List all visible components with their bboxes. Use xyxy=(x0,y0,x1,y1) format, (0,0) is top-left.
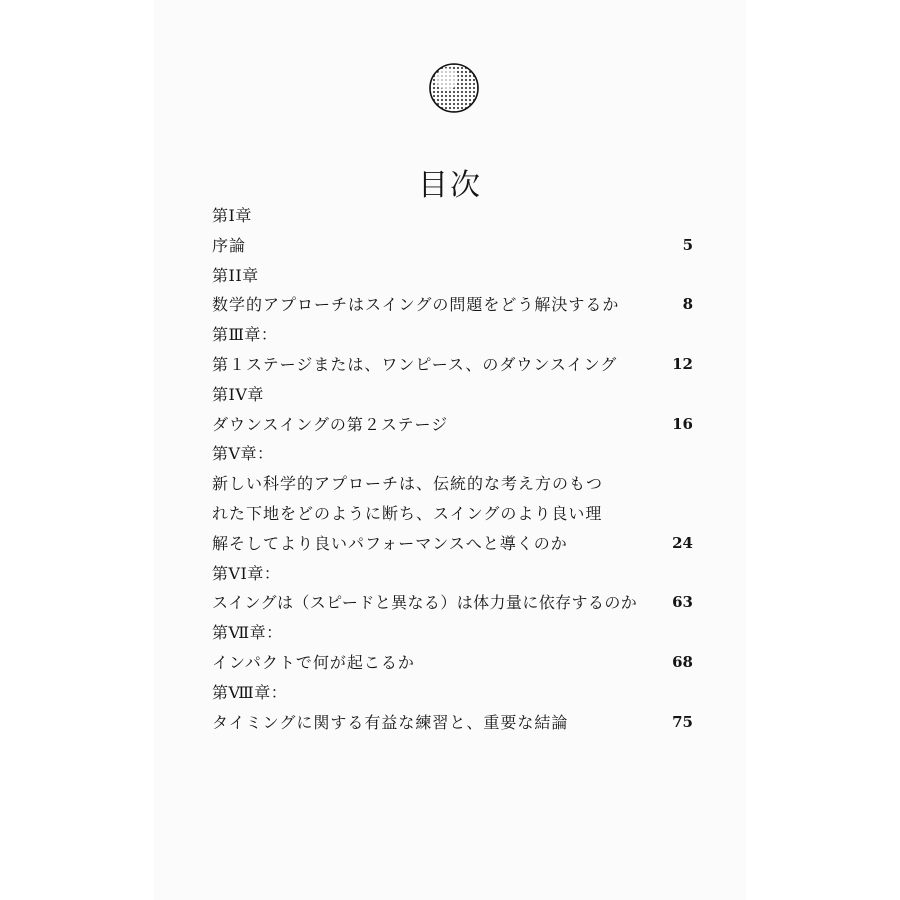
toc-entry[interactable] xyxy=(212,410,696,440)
chapter-label: 第Ⅷ章： xyxy=(212,682,288,702)
chapter-label: 第Ⅲ章： xyxy=(212,325,278,345)
chapter-label: 第Ⅶ章： xyxy=(212,623,283,643)
chapter-label: 第V章： xyxy=(212,444,274,464)
chapter-title: インパクトで何が起こるか xyxy=(212,652,415,672)
golf-ball-icon xyxy=(428,62,480,114)
page-number: 75 xyxy=(672,712,693,731)
chapter-label: 第Ⅰ章 xyxy=(212,206,252,225)
toc-entry[interactable] xyxy=(212,231,696,261)
chapter-label: 第II章 xyxy=(212,265,259,285)
page-number: 16 xyxy=(672,414,693,433)
toc-entry[interactable] xyxy=(212,708,696,738)
chapter-label: 第VI章： xyxy=(212,563,281,583)
chapter-title: 数学的アプローチはスイングの問題をどう解決するか xyxy=(212,295,620,315)
chapter-title: 序論 xyxy=(212,235,247,255)
page-number: 24 xyxy=(672,533,693,552)
toc-entry[interactable] xyxy=(212,350,696,380)
page-number: 8 xyxy=(682,295,693,314)
page-number: 68 xyxy=(672,652,693,671)
table-of-contents xyxy=(212,201,696,737)
page-number: 12 xyxy=(672,354,693,373)
chapter-title-line[interactable]: れた下地をどのように断ち、スイングのより良い理 xyxy=(212,503,603,523)
chapter-title: スイングは（スピードと異なる）は体力量に依存するのか xyxy=(212,593,638,613)
toc-entry[interactable] xyxy=(212,529,696,559)
chapter-title: タイミングに関する有益な練習と、重要な結論 xyxy=(212,712,569,732)
chapter-label: 第IV章 xyxy=(212,384,264,404)
page-number: 63 xyxy=(672,593,693,612)
chapter-title: 第１ステージまたは、ワンピース、のダウンスイング xyxy=(212,354,618,374)
toc-entry[interactable] xyxy=(212,290,696,320)
toc-entry[interactable] xyxy=(212,648,696,678)
page-title: 目次 xyxy=(418,168,482,203)
toc-entry[interactable] xyxy=(212,588,696,618)
chapter-title-line[interactable]: 新しい科学的アプローチは、伝統的な考え方のもつ xyxy=(212,474,604,494)
page-number: 5 xyxy=(682,235,693,254)
chapter-title: 解そしてより良いパフォーマンスへと導くのか xyxy=(212,533,568,553)
chapter-title: ダウンスイングの第２ステージ xyxy=(212,414,449,434)
